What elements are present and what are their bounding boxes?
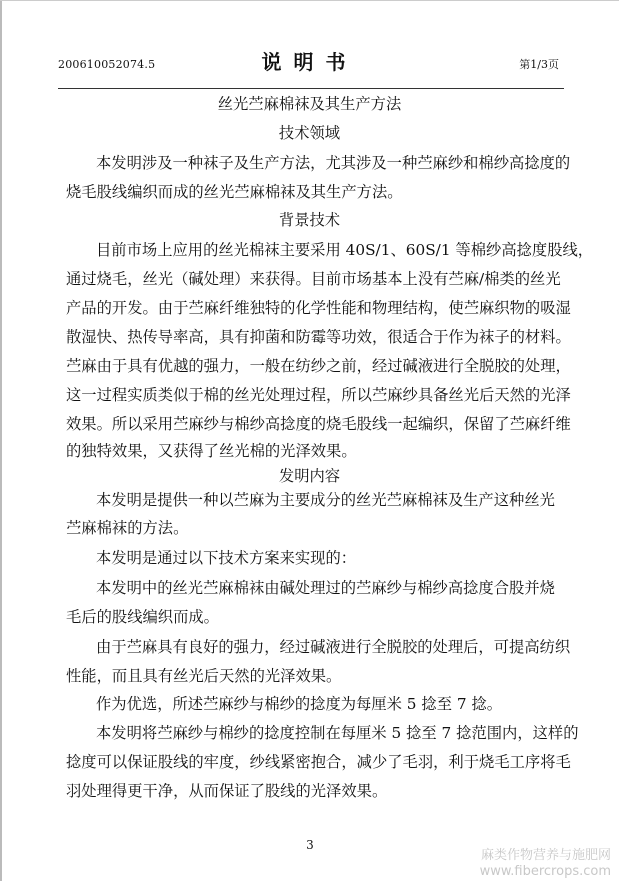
paragraph-line: 效果。所以采用苎麻纱与棉纱高捻度的烧毛股线一起编织，保留了苎麻纤维 [66, 415, 571, 433]
document-type-title: 说明书 [261, 50, 358, 74]
paragraph-line: 捻度可以保证股线的牢度，纱线紧密抱合，减少了毛羽，利于烧毛工序将毛 [66, 753, 571, 771]
document-title: 丝光苎麻棉袜及其生产方法 [217, 95, 402, 113]
watermark-site-name: 麻类作物营养与施肥网 [480, 848, 611, 863]
paragraph-line: 本发明是通过以下技术方案来实现的： [96, 549, 357, 567]
paragraph-line: 本发明是提供一种以苎麻为主要成分的丝光苎麻棉袜及生产这种丝光 [96, 491, 555, 509]
paragraph-line: 由于苎麻具有良好的强力，经过碱液进行全脱胶的处理后，可提高纺织 [96, 638, 571, 656]
paragraph-line: 羽处理得更干净，从而保证了股线的光泽效果。 [66, 782, 388, 800]
page-indicator: 第1/3页 [519, 58, 559, 71]
paragraph-line: 烧毛股线编织而成的丝光苎麻棉袜及其生产方法。 [66, 183, 403, 201]
header-rule [58, 88, 564, 89]
paragraph-line: 本发明涉及一种袜子及生产方法，尤其涉及一种苎麻纱和棉纱高捻度的 [96, 154, 571, 172]
paragraph-line: 通过烧毛，丝光（碱处理）来获得。目前市场基本上没有苎麻/棉类的丝光 [66, 270, 561, 288]
page-edge-top [0, 0, 619, 1]
paragraph-line: 性能，而且具有丝光后天然的光泽效果。 [66, 667, 342, 685]
section-heading: 发明内容 [278, 467, 341, 485]
watermark-url: www.fibercrops.com [479, 864, 611, 879]
page-number: 3 [306, 838, 314, 852]
paragraph-line: 苎麻由于具有优越的强力，一般在纺纱之前，经过碱液进行全脱胶的处理， [66, 357, 571, 375]
section-heading: 技术领域 [278, 124, 341, 142]
application-number: 200610052074.5 [58, 58, 156, 71]
paragraph-line: 目前市场上应用的丝光棉袜主要采用 40S/1、60S/1 等棉纱高捻度股线， [96, 241, 594, 259]
paragraph-line: 散湿快、热传导率高，具有抑菌和防霉等功效，很适合于作为袜子的材料。 [66, 328, 571, 346]
paragraph-line: 产品的开发。由于苎麻纤维独特的化学性能和物理结构，使苎麻织物的吸湿 [66, 299, 571, 317]
paragraph-line: 本发明中的丝光苎麻棉袜由碱处理过的苎麻纱与棉纱高捻度合股并烧 [96, 579, 555, 597]
paragraph-line: 的独特效果，又获得了丝光棉的光泽效果。 [66, 442, 357, 460]
paragraph-line: 这一过程实质类似于棉的丝光处理过程，所以苎麻纱具备丝光后天然的光泽 [66, 386, 571, 404]
paragraph-line: 毛后的股线编织而成。 [66, 608, 219, 626]
paragraph-line: 本发明将苎麻纱与棉纱的捻度控制在每厘米 5 捻至 7 捻范围内，这样的 [96, 724, 579, 742]
paragraph-line: 苎麻棉袜的方法。 [66, 519, 189, 537]
paragraph-line: 作为优选，所述苎麻纱与棉纱的捻度为每厘米 5 捻至 7 捻。 [96, 695, 503, 713]
section-heading: 背景技术 [278, 211, 341, 229]
